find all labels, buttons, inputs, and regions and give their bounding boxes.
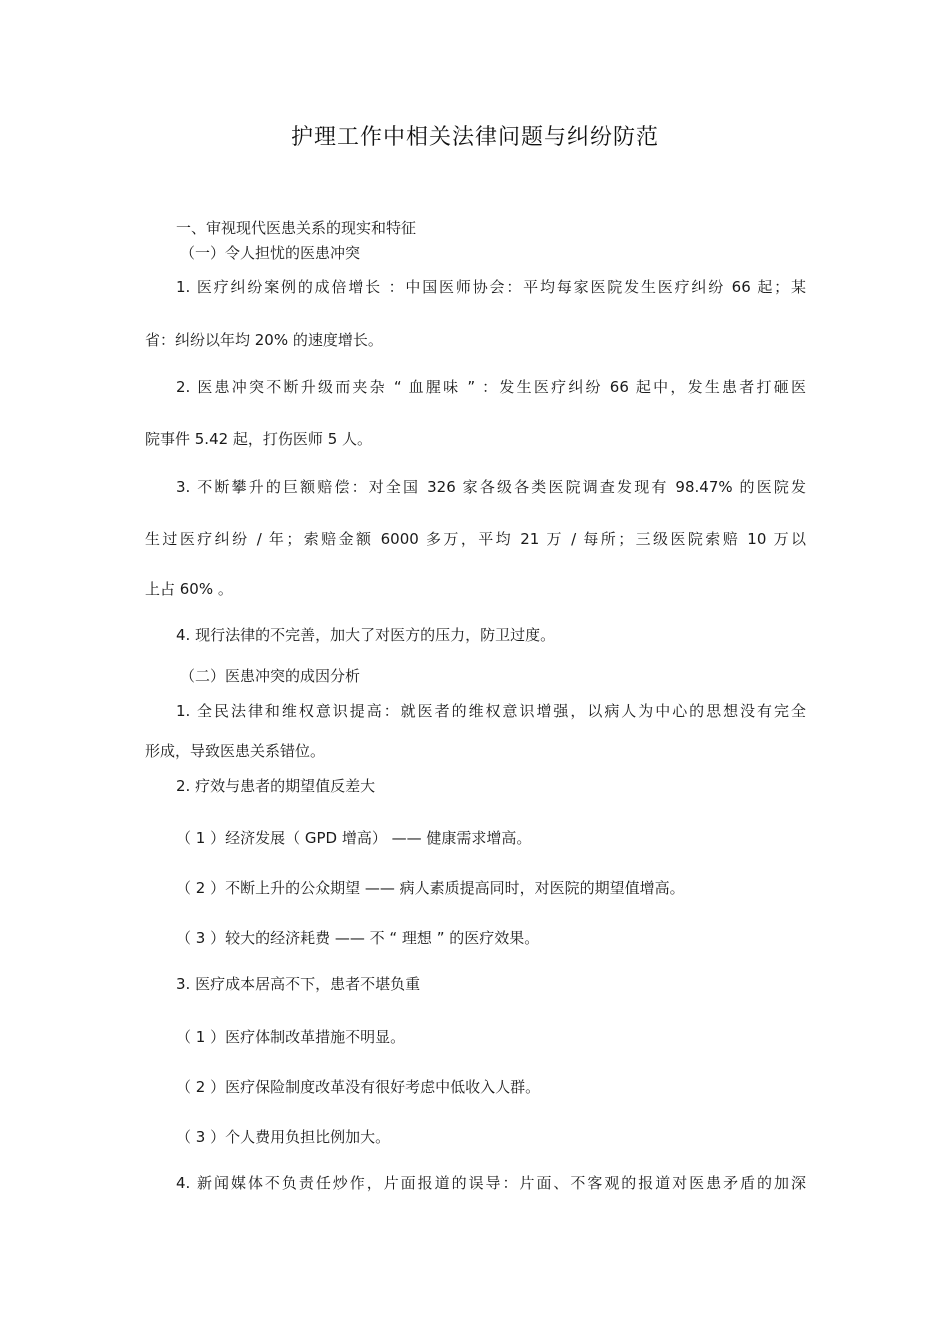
paragraph-line: 上占 60% 。 [145, 580, 233, 598]
list-item: （ 2 ）医疗保险制度改革没有很好考虑中低收入人群。 [176, 1078, 541, 1096]
paragraph-line: 2. 疗效与患者的期望值反差大 [176, 777, 376, 795]
list-item: （ 1 ）医疗体制改革措施不明显。 [176, 1028, 406, 1046]
subsection-heading-1: （一）令人担忧的医患冲突 [180, 244, 361, 262]
paragraph-line: 省：纠纷以年均 20% 的速度增长。 [145, 331, 383, 349]
section-heading-1: 一、审视现代医患关系的现实和特征 [176, 219, 417, 237]
subsection-heading-2: （二）医患冲突的成因分析 [180, 667, 361, 685]
paragraph-line: 3. 不断攀升的巨额赔偿：对全国 326 家各级各类医院调查发现有 98.47% 的医院发 [176, 478, 806, 496]
paragraph-line: 生过医疗纠纷 / 年；索赔金额 6000 多万，平均 21 万 / 每所；三级医院索赔 10 万以 [145, 530, 806, 548]
paragraph-line: 4. 新闻媒体不负责任炒作，片面报道的误导：片面、不客观的报道对医患矛盾的加深 [176, 1174, 806, 1192]
list-item: （ 3 ）较大的经济耗费 —— 不 “ 理想 ” 的医疗效果。 [176, 929, 540, 947]
paragraph-line: 形成，导致医患关系错位。 [145, 742, 326, 760]
list-item: （ 2 ）不断上升的公众期望 —— 病人素质提高同时，对医院的期望值增高。 [176, 879, 685, 897]
paragraph-line: 院事件 5.42 起，打伤医师 5 人。 [145, 430, 373, 448]
paragraph-line: 3. 医疗成本居高不下，患者不堪负重 [176, 975, 421, 993]
document-title: 护理工作中相关法律问题与纠纷防范 [290, 125, 659, 150]
paragraph-line: 4. 现行法律的不完善，加大了对医方的压力，防卫过度。 [176, 626, 556, 644]
paragraph-line: 1. 医疗纠纷案例的成倍增长 ：中国医师协会：平均每家医院发生医疗纠纷 66 起；某 [176, 278, 806, 296]
list-item: （ 1 ）经济发展（ GPD 增高） —— 健康需求增高。 [176, 829, 532, 847]
paragraph-line: 2. 医患冲突不断升级而夹杂 “ 血腥味 ” ：发生医疗纠纷 66 起中，发生患者打砸医 [176, 378, 806, 396]
list-item: （ 3 ）个人费用负担比例加大。 [176, 1128, 391, 1146]
paragraph-line: 1. 全民法律和维权意识提高：就医者的维权意识增强，以病人为中心的思想没有完全 [176, 702, 806, 720]
